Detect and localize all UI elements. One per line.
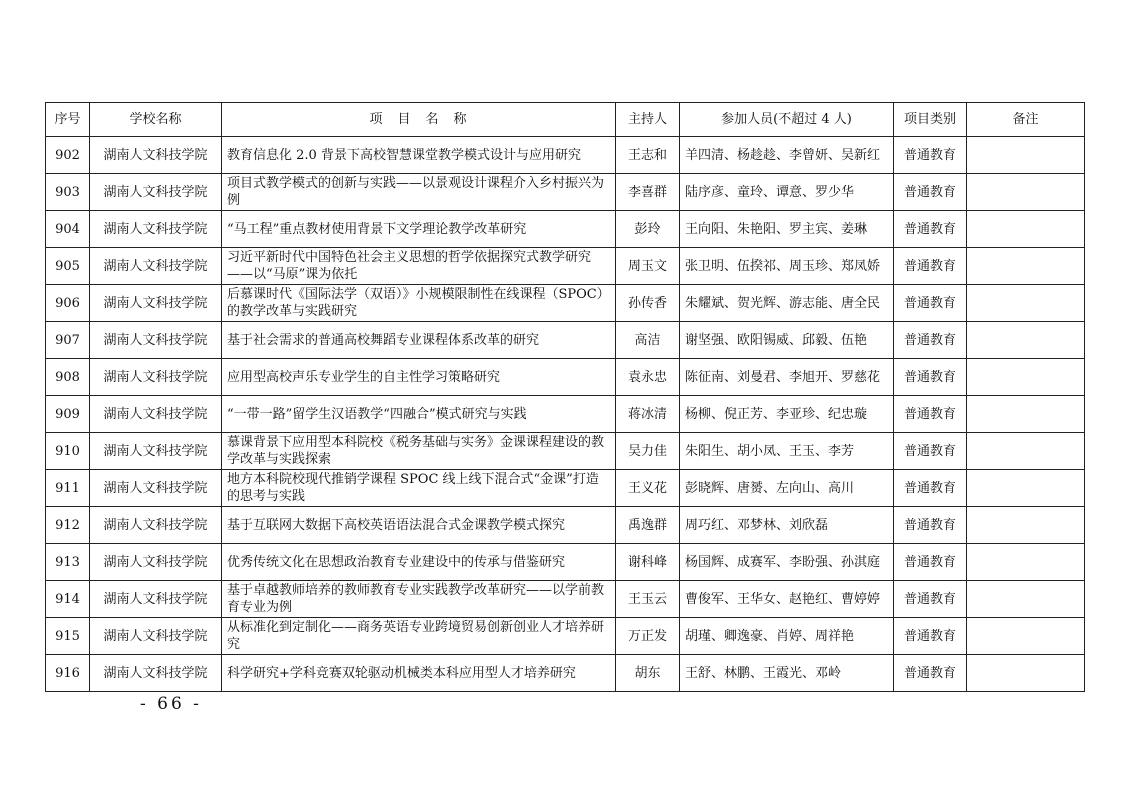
header-school: 学校名称 [90, 103, 222, 137]
cell-remarks [967, 581, 1085, 618]
header-project: 项 目 名 称 [222, 103, 616, 137]
cell-category: 普通教育 [894, 618, 967, 655]
table-row [46, 433, 1085, 470]
cell-host: 王义花 [616, 470, 680, 507]
cell-members: 陆序彦、童玲、谭意、罗少华 [680, 174, 894, 211]
cell-remarks [967, 655, 1085, 692]
cell-host: 王志和 [616, 137, 680, 174]
cell-remarks [967, 359, 1085, 396]
table-row [46, 211, 1085, 248]
cell-school: 湖南人文科技学院 [90, 433, 222, 470]
cell-no: 913 [46, 544, 90, 581]
cell-members: 谢坚强、欧阳锡威、邱毅、伍艳 [680, 322, 894, 359]
cell-no: 902 [46, 137, 90, 174]
cell-remarks [967, 211, 1085, 248]
cell-no: 903 [46, 174, 90, 211]
cell-no: 912 [46, 507, 90, 544]
table-row [46, 359, 1085, 396]
cell-category: 普通教育 [894, 248, 967, 285]
cell-remarks [967, 137, 1085, 174]
page-number: - 66 - [140, 694, 202, 714]
header-members: 参加人员(不超过 4 人) [680, 103, 894, 137]
cell-host: 孙传香 [616, 285, 680, 322]
cell-project: 科学研究+学科竞赛双轮驱动机械类本科应用型人才培养研究 [222, 655, 616, 692]
cell-project: 后慕课时代《国际法学（双语）》小规模限制性在线课程（SPOC）的教学改革与实践研究 [222, 285, 616, 322]
table-row [46, 581, 1085, 618]
cell-host: 谢科峰 [616, 544, 680, 581]
cell-no: 915 [46, 618, 90, 655]
cell-host: 禹逸群 [616, 507, 680, 544]
header-no: 序号 [46, 103, 90, 137]
cell-no: 904 [46, 211, 90, 248]
cell-remarks [967, 174, 1085, 211]
cell-members: 杨柳、倪正芳、李亚珍、纪忠璇 [680, 396, 894, 433]
cell-remarks [967, 544, 1085, 581]
cell-category: 普通教育 [894, 470, 967, 507]
cell-remarks [967, 470, 1085, 507]
table-header-row [46, 103, 1085, 137]
cell-remarks [967, 285, 1085, 322]
cell-no: 914 [46, 581, 90, 618]
cell-project: 基于卓越教师培养的教师教育专业实践教学改革研究——以学前教育专业为例 [222, 581, 616, 618]
cell-category: 普通教育 [894, 396, 967, 433]
cell-project: “一带一路”留学生汉语教学“四融合”模式研究与实践 [222, 396, 616, 433]
cell-school: 湖南人文科技学院 [90, 507, 222, 544]
table-row [46, 618, 1085, 655]
header-host: 主持人 [616, 103, 680, 137]
cell-project: “马工程”重点教材使用背景下文学理论教学改革研究 [222, 211, 616, 248]
cell-project: 地方本科院校现代推销学课程 SPOC 线上线下混合式“金课”打造的思考与实践 [222, 470, 616, 507]
cell-school: 湖南人文科技学院 [90, 470, 222, 507]
cell-members: 朱耀斌、贺光辉、游志能、唐全民 [680, 285, 894, 322]
cell-school: 湖南人文科技学院 [90, 211, 222, 248]
cell-project: 项目式教学模式的创新与实践——以景观设计课程介入乡村振兴为例 [222, 174, 616, 211]
table-row [46, 507, 1085, 544]
cell-no: 916 [46, 655, 90, 692]
cell-remarks [967, 248, 1085, 285]
cell-host: 李喜群 [616, 174, 680, 211]
cell-project: 教育信息化 2.0 背景下高校智慧课堂教学模式设计与应用研究 [222, 137, 616, 174]
cell-project: 应用型高校声乐专业学生的自主性学习策略研究 [222, 359, 616, 396]
cell-host: 王玉云 [616, 581, 680, 618]
cell-category: 普通教育 [894, 174, 967, 211]
cell-host: 蒋冰清 [616, 396, 680, 433]
cell-members: 陈征南、刘曼君、李旭开、罗慈花 [680, 359, 894, 396]
cell-school: 湖南人文科技学院 [90, 137, 222, 174]
cell-members: 朱阳生、胡小凤、王玉、李芳 [680, 433, 894, 470]
table-body [46, 137, 1085, 692]
cell-no: 907 [46, 322, 90, 359]
cell-no: 911 [46, 470, 90, 507]
table-row [46, 544, 1085, 581]
cell-category: 普通教育 [894, 359, 967, 396]
cell-members: 曹俊军、王华女、赵艳红、曹婷婷 [680, 581, 894, 618]
projects-table [45, 102, 1085, 692]
cell-school: 湖南人文科技学院 [90, 581, 222, 618]
cell-members: 羊四清、杨趁趁、李曾妍、吴新红 [680, 137, 894, 174]
cell-school: 湖南人文科技学院 [90, 174, 222, 211]
cell-category: 普通教育 [894, 433, 967, 470]
cell-category: 普通教育 [894, 507, 967, 544]
table-row [46, 137, 1085, 174]
cell-category: 普通教育 [894, 211, 967, 248]
table-row [46, 396, 1085, 433]
cell-remarks [967, 433, 1085, 470]
cell-school: 湖南人文科技学院 [90, 655, 222, 692]
table-row [46, 655, 1085, 692]
cell-no: 908 [46, 359, 90, 396]
cell-project: 优秀传统文化在思想政治教育专业建设中的传承与借鉴研究 [222, 544, 616, 581]
cell-project: 习近平新时代中国特色社会主义思想的哲学依据探究式教学研究——以“马原”课为依托 [222, 248, 616, 285]
cell-school: 湖南人文科技学院 [90, 618, 222, 655]
cell-category: 普通教育 [894, 544, 967, 581]
table-row [46, 174, 1085, 211]
cell-members: 胡瑾、卿逸豪、肖婷、周祥艳 [680, 618, 894, 655]
cell-school: 湖南人文科技学院 [90, 248, 222, 285]
cell-category: 普通教育 [894, 137, 967, 174]
cell-remarks [967, 618, 1085, 655]
header-category: 项目类别 [894, 103, 967, 137]
cell-category: 普通教育 [894, 655, 967, 692]
cell-members: 王向阳、朱艳阳、罗主宾、姜琳 [680, 211, 894, 248]
cell-project: 基于社会需求的普通高校舞蹈专业课程体系改革的研究 [222, 322, 616, 359]
cell-host: 周玉文 [616, 248, 680, 285]
cell-project: 从标准化到定制化——商务英语专业跨境贸易创新创业人才培养研究 [222, 618, 616, 655]
cell-no: 906 [46, 285, 90, 322]
cell-school: 湖南人文科技学院 [90, 285, 222, 322]
cell-host: 胡东 [616, 655, 680, 692]
cell-members: 周巧红、邓梦林、刘欣磊 [680, 507, 894, 544]
cell-members: 彭晓辉、唐赟、左向山、高川 [680, 470, 894, 507]
cell-host: 高洁 [616, 322, 680, 359]
cell-remarks [967, 322, 1085, 359]
table-row [46, 470, 1085, 507]
cell-host: 袁永忠 [616, 359, 680, 396]
table-row [46, 285, 1085, 322]
cell-host: 吴力佳 [616, 433, 680, 470]
cell-school: 湖南人文科技学院 [90, 322, 222, 359]
cell-members: 张卫明、伍揆祁、周玉珍、郑凤娇 [680, 248, 894, 285]
cell-project: 基于互联网大数据下高校英语语法混合式金课教学模式探究 [222, 507, 616, 544]
cell-category: 普通教育 [894, 581, 967, 618]
table-row [46, 322, 1085, 359]
cell-school: 湖南人文科技学院 [90, 396, 222, 433]
cell-members: 杨国辉、成赛军、李盼强、孙淇庭 [680, 544, 894, 581]
cell-category: 普通教育 [894, 285, 967, 322]
cell-no: 909 [46, 396, 90, 433]
cell-remarks [967, 396, 1085, 433]
cell-no: 905 [46, 248, 90, 285]
cell-remarks [967, 507, 1085, 544]
cell-school: 湖南人文科技学院 [90, 544, 222, 581]
table-row [46, 248, 1085, 285]
cell-host: 万正发 [616, 618, 680, 655]
cell-category: 普通教育 [894, 322, 967, 359]
cell-host: 彭玲 [616, 211, 680, 248]
cell-project: 慕课背景下应用型本科院校《税务基础与实务》金课课程建设的教学改革与实践探索 [222, 433, 616, 470]
cell-school: 湖南人文科技学院 [90, 359, 222, 396]
cell-no: 910 [46, 433, 90, 470]
cell-members: 王舒、林鹏、王霞光、邓岭 [680, 655, 894, 692]
header-remarks: 备注 [967, 103, 1085, 137]
